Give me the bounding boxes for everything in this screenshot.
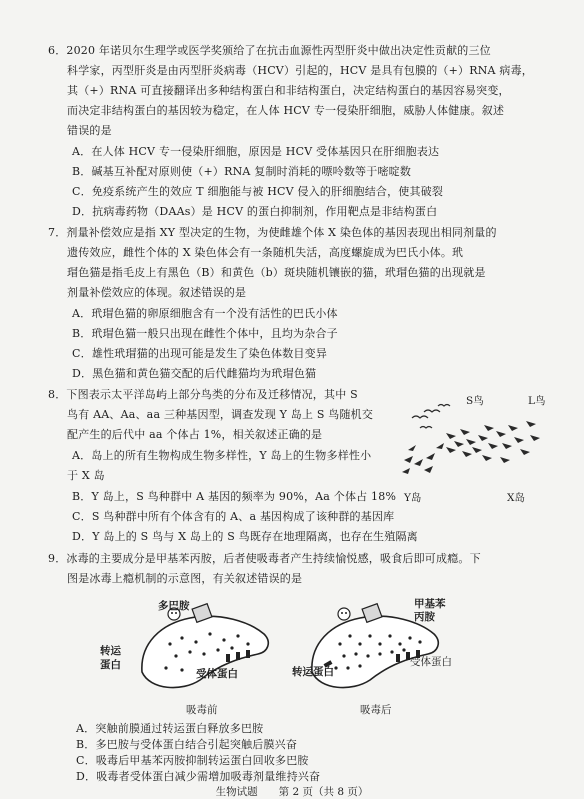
label-receptor-before: 受体蛋白 [196,668,238,680]
q8-stem-line: 鸟有 AA、Aa、aa 三种基因型，调查发现 Y 岛上 S 鸟随机交 [67,408,374,421]
q9-option-d: D．吸毒者受体蛋白减少需增加吸毒剂量维持兴奋 [76,770,321,783]
q7-option-a: A．玳瑁色猫的卵原细胞含有一个没有活性的巴氏小体 [72,307,338,320]
q6-stem-line: 6．2020 年诺贝尔生理学或医学奖颁给了在抗击血源性丙型肝炎中做出决定性贡献的三位 [48,44,491,57]
q7-option-c: C．雄性玳瑁猫的出现可能是发生了染色体数目变异 [72,347,328,360]
caption-after: 吸毒后 [360,704,392,716]
q6-stem-line: 错误的是 [67,124,112,137]
q6-stem-line: 其（+）RNA 可直接翻译出多种结构蛋白和非结构蛋白，决定结构蛋白的基因容易突变， [67,84,510,97]
q7-stem-line: 瑁色猫是指毛皮上有黑色（B）和黄色（b）斑块随机镶嵌的猫，玳瑁色猫的出现就是 [67,266,486,279]
caption-before: 吸毒前 [186,704,218,716]
label-receptor-after: 受体蛋白 [410,656,452,668]
label-transporter-before: 转运 蛋白 [100,645,121,671]
island-label-x: X岛 [507,492,525,504]
bird-migration-figure [398,398,548,488]
q8-stem-line: 8．下图表示太平洋岛屿上部分鸟类的分布及迁移情况，其中 S [48,388,358,401]
q6-option-d: D．抗病毒药物（DAAs）是 HCV 的蛋白抑制剂，作用靶点是非结构蛋白 [72,205,438,218]
label-meth: 甲基苯 丙胺 [414,598,446,623]
q7-option-b: B．玳瑁色猫一般只出现在雌性个体中，且均为杂合子 [72,327,338,340]
q6-stem-line: 科学家，丙型肝炎是由丙型肝炎病毒（HCV）引起的，HCV 是具有包膜的（+）RNA 病毒， [67,64,533,77]
q7-stem-line: 7．剂量补偿效应是指 XY 型决定的生物，为使雌雄个体 X 染色体的基因表现出相同剂量的 [48,226,497,239]
label-dopamine: 多巴胺 [158,600,190,612]
q8-option-a-cont: 于 X 岛 [67,469,105,482]
q7-stem-line: 遗传效应，雌性个体的 X 染色体会有一条随机失活，高度螺旋成为巴氏小体。玳 [67,246,464,259]
bird-label-s: S鸟 [466,395,484,407]
q8-stem-line: 配产生的后代中 aa 个体占 1%，相关叙述正确的是 [67,428,323,441]
q6-option-c: C．免疫系统产生的效应 T 细胞能与被 HCV 侵入的肝细胞结合，使其破裂 [72,185,444,198]
q6-option-a: A．在人体 HCV 专一侵染肝细胞，原因是 HCV 受体基因只在肝细胞表达 [72,145,440,158]
label-transporter-after: 转运蛋白 [292,666,334,678]
q7-option-d: D．黑色猫和黄色猫交配的后代雌猫均为玳瑁色猫 [72,367,317,380]
q6-stem-line: 而决定非结构蛋白的基因较为稳定，在人体 HCV 专一侵染肝细胞，威胁人体健康。叙述 [67,104,505,117]
q9-stem-line: 9．冰毒的主要成分是甲基苯丙胺，后者使吸毒者产生持续愉悦感，吸食后即可成瘾。下 [48,552,481,565]
q8-option-d: D．Y 岛上的 S 鸟与 X 岛上的 S 鸟既存在地理隔离，也存在生殖隔离 [72,530,418,543]
q8-option-a: A．岛上的所有生物构成生物多样性，Y 岛上的生物多样性小 [72,449,372,462]
q9-option-b: B．多巴胺与受体蛋白结合引起突触后膜兴奋 [76,738,298,751]
q6-option-b: B．碱基互补配对原则使（+）RNA 复制时消耗的嘌呤数等于嘧啶数 [72,165,412,178]
q9-option-c: C．吸毒后甲基苯丙胺抑制转运蛋白回收多巴胺 [76,754,309,767]
q7-stem-line: 剂量补偿效应的体现。叙述错误的是 [67,286,247,299]
q9-option-a: A．突触前膜通过转运蛋白释放多巴胺 [76,722,264,735]
q9-stem-line: 图是冰毒上瘾机制的示意图，有关叙述错误的是 [67,572,303,585]
bird-label-l: L鸟 [528,395,546,407]
q8-option-c: C．S 鸟种群中所有个体含有的 A、a 基因构成了该种群的基因库 [72,510,395,523]
island-label-y: Y岛 [404,492,422,504]
page-footer: 生物试题 第 2 页（共 8 页） [215,786,369,798]
q8-option-b: B．Y 岛上，S 鸟种群中 A 基因的频率为 90%，Aa 个体占 18% [72,490,397,503]
